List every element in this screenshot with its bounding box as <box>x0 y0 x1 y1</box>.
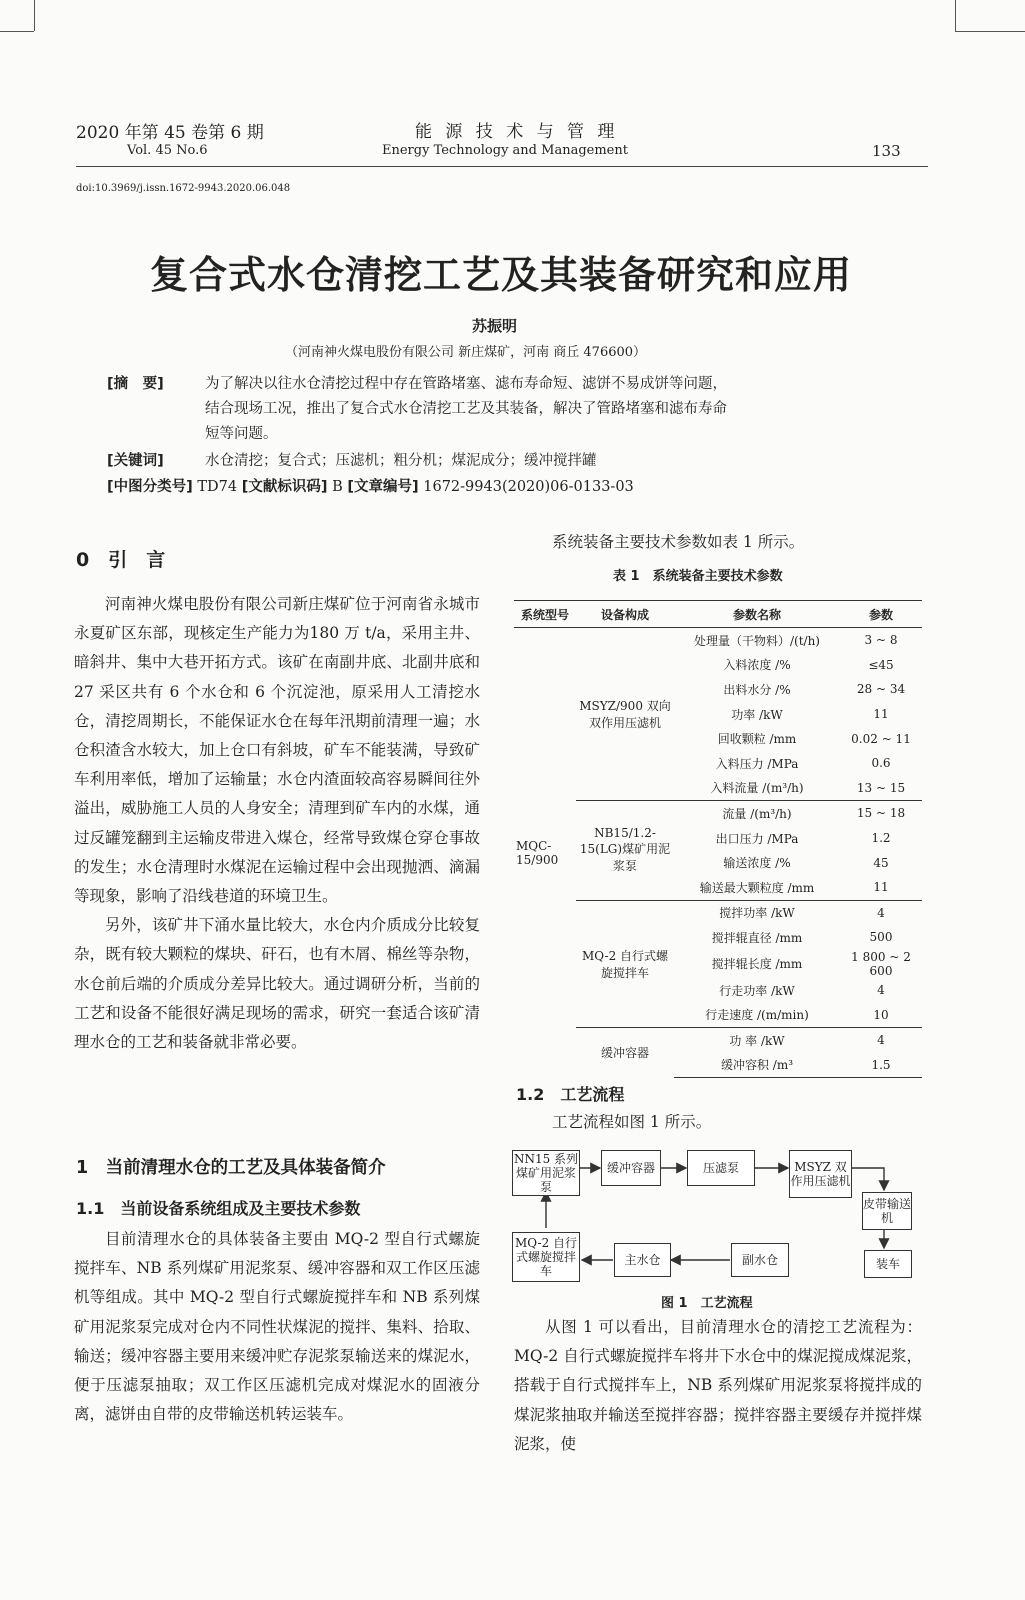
param-name: 流量 /(m³/h) <box>674 801 840 826</box>
device-cell: NB15/1.2-15(LG)煤矿用泥浆泵 <box>576 801 674 900</box>
classification <box>107 475 634 500</box>
param-name: 搅拌功率 /kW <box>674 900 840 925</box>
paragraph: 目前清理水仓的具体装备主要由 MQ-2 型自行式螺旋搅拌车、NB 系列煤矿用泥浆泵、缓冲容器和双工作区压滤机等组成。其中 MQ-2 型自行式螺旋搅拌车和 NB 系列煤矿用泥浆泵完成对仓内不同性状煤泥的搅拌、集料、拾取、输送；缓冲容器主要用来缓冲贮存泥浆泵输送来的煤泥水，便于压滤泵抽取；双工作区压滤机完成对煤泥水的固液分离，滤饼由自带的皮带输送机转运装车。 <box>74 1230 480 1424</box>
table-header-row <box>514 601 922 628</box>
node-mud-pump: NN15 系列煤矿用泥浆泵 <box>513 1152 579 1194</box>
page-number: 133 <box>872 142 901 160</box>
figure-caption: 图 1 工艺流程 <box>661 1296 753 1311</box>
table-header: 设备构成 <box>576 601 674 628</box>
crop-mark <box>34 0 35 31</box>
volume-label: Vol. 45 No.6 <box>127 143 208 158</box>
param-name: 出料水分 /% <box>723 682 791 697</box>
paragraph: 河南神火煤电股份有限公司新庄煤矿位于河南省永城市永夏矿区东部，现核定生产能力为180 万 t/a，采用主井、暗斜井、集中大巷开拓方式。该矿在南副井底、北副井底和 27 采区共有 6 个水仓和 6 个沉淀池，原采用人工清挖水仓，清挖周期长，不能保证水仓在每年汛期前清理一遍；水仓积渣含水较大，加上仓口有斜坡，矿车不能装满，导致矿车利用率低，增加了运输量；水仓内渣面较高容易瞬间往外溢出，威胁施工人员的人身安全；清理到矿车内的水煤，通过反罐笼翻到主运输皮带进入煤仓，经常导致煤仓穿仓事故的发生；水仓清理时水煤泥在运输过程中会出现抛洒、滴漏等现象，影响了沿线巷道的环境卫生。 <box>74 595 480 906</box>
section-body <box>514 1313 922 1459</box>
crop-mark <box>955 0 956 31</box>
param-value: 4 <box>840 900 922 925</box>
section-heading: 0 引 言 <box>76 549 166 571</box>
journal-title-en: Energy Technology and Management <box>382 143 628 158</box>
param-name: 缓冲容积 /m³ <box>674 1053 840 1078</box>
paragraph: 从图 1 可以看出，目前清理水仓的清挖工艺流程为：MQ-2 自行式螺旋搅拌车将井下水仓中的煤泥搅成煤泥浆，搭载于自行式搅拌车上，NB 系列煤矿用泥浆泵将搅拌成的煤泥浆抽取并输送至搅拌容器；搅拌容器主要缓存并搅拌煤泥浆，使 <box>514 1318 922 1453</box>
param-name: 处理量（干物料）/(t/h) <box>693 633 820 648</box>
param-name: 入料浓度 /% <box>723 658 791 673</box>
param-value: 4 <box>877 983 885 998</box>
param-value: 28 ~ 34 <box>856 682 906 697</box>
param-name: 入料压力 /MPa <box>715 756 799 771</box>
node-aux-sump: 副水仓 <box>731 1243 789 1277</box>
crop-mark <box>955 31 1025 32</box>
system-model-cell: MQC-15/900 <box>516 838 559 867</box>
param-name: 搅拌辊直径 /mm <box>711 930 803 945</box>
abstract-line: 结合现场工况，推出了复合式水仓清挖工艺及其装备，解决了管路堵塞和滤布寿命 <box>205 401 727 417</box>
subsection-heading: 1.2 工艺流程 <box>516 1085 625 1104</box>
device-cell: MQ-2 自行式螺旋搅拌车 <box>576 900 674 1027</box>
table-row <box>514 900 922 925</box>
flow-intro: 工艺流程如图 1 所示。 <box>552 1113 712 1131</box>
doc-code: B <box>332 479 343 495</box>
section-body <box>74 590 480 1057</box>
param-value: 4 <box>840 1027 922 1052</box>
table-row <box>514 801 922 826</box>
device-cell: 缓冲容器 <box>576 1027 674 1077</box>
keywords: 水仓清挖；复合式；压滤机；粗分机；煤泥成分；缓冲搅拌罐 <box>205 453 597 469</box>
param-name: 行走速度 /(m/min) <box>705 1008 809 1023</box>
param-value: 45 <box>873 855 889 870</box>
article-no: 1672-9943(2020)06-0133-03 <box>423 479 634 495</box>
param-value: 1 800 ~ 2 600 <box>851 949 911 978</box>
param-value: 1.2 <box>871 831 891 846</box>
param-name: 功 率 /kW <box>674 1027 840 1052</box>
author: 苏振明 <box>472 317 518 335</box>
abstract-line: 短等问题。 <box>205 426 278 442</box>
param-value: 11 <box>873 880 889 895</box>
paragraph: 另外，该矿井下涌水量比较大，水仓内介质成分比较复杂，既有较大颗粒的煤块、矸石，也有木屑、棉丝等杂物，水仓前后端的介质成分差异比较大。通过调研分析，当前的工艺和设备不能很好满足现场的需求，研究一套适合该矿清理水仓的工艺和装备就非常必要。 <box>74 916 480 1052</box>
param-name: 搅拌辊长度 /mm <box>711 957 803 972</box>
section-body <box>74 1225 480 1429</box>
node-stirrer: MQ-2 自行式螺旋搅拌车 <box>512 1232 580 1282</box>
subsection-heading: 1.1 当前设备系统组成及主要技术参数 <box>76 1199 361 1218</box>
affiliation: （河南神火煤电股份有限公司 新庄煤矿，河南 商丘 476600） <box>285 345 647 360</box>
article-no-label: [文章编号] <box>347 479 419 495</box>
table-intro: 系统装备主要技术参数如表 1 所示。 <box>552 533 805 551</box>
article-title: 复合式水仓清挖工艺及其装备研究和应用 <box>150 253 853 297</box>
device-cell: MSYZ/900 双向双作用压滤机 <box>579 699 671 731</box>
param-value: 10 <box>873 1007 889 1022</box>
param-value: 500 <box>869 930 893 945</box>
param-name: 入料流量 /(m³/h) <box>710 781 804 796</box>
header-rule <box>76 166 928 167</box>
param-name: 输送浓度 /% <box>723 856 791 871</box>
clc-code: TD74 <box>197 479 238 495</box>
abstract-label: [摘 要] <box>107 376 164 392</box>
table-header: 系统型号 <box>514 601 576 628</box>
table-row <box>514 1027 922 1052</box>
keywords-label: [关键词] <box>107 453 164 469</box>
spec-table <box>514 600 922 1078</box>
section-heading: 1 当前清理水仓的工艺及具体装备简介 <box>76 1158 386 1178</box>
param-value: 3 ~ 8 <box>864 633 898 648</box>
arrow <box>852 1168 884 1190</box>
node-loading: 装车 <box>864 1250 912 1278</box>
param-value: 11 <box>873 707 889 722</box>
node-filter-press: MSYZ 双作用压滤机 <box>789 1150 852 1198</box>
param-value: 15 ~ 18 <box>840 801 922 826</box>
table-header: 参数 <box>840 601 922 628</box>
param-value: 13 ~ 15 <box>856 780 906 795</box>
param-value: ≤45 <box>868 657 894 672</box>
journal-title: 能 源 技 术 与 管 理 <box>415 122 619 142</box>
abstract-line: 为了解决以往水仓清挖过程中存在管路堵塞、滤布寿命短、滤饼不易成饼等问题， <box>205 376 727 392</box>
doi: doi:10.3969/j.issn.1672-9943.2020.06.048 <box>76 183 291 194</box>
node-buffer: 缓冲容器 <box>601 1150 661 1186</box>
table-header: 参数名称 <box>674 601 840 628</box>
node-belt-conveyor: 皮带输送机 <box>862 1192 912 1230</box>
param-name: 出口压力 /MPa <box>715 831 799 846</box>
param-name: 回收颗粒 /mm <box>717 732 797 747</box>
process-flowchart <box>508 1140 924 1290</box>
table-caption: 表 1 系统装备主要技术参数 <box>613 569 783 584</box>
crop-mark <box>0 31 34 32</box>
param-value: 0.02 ~ 11 <box>851 731 911 746</box>
node-filter-pump: 压滤泵 <box>687 1150 755 1186</box>
clc-label: [中图分类号] <box>107 479 193 495</box>
param-name: 功率 /kW <box>731 707 783 722</box>
param-name: 行走功率 /kW <box>719 983 795 998</box>
param-value: 1.5 <box>840 1053 922 1078</box>
param-name: 输送最大颗粒度 /mm <box>699 880 815 895</box>
table-row <box>514 628 922 653</box>
param-value: 0.6 <box>871 756 891 771</box>
node-main-sump: 主水仓 <box>614 1243 671 1277</box>
doc-label: [文献标识码] <box>241 479 328 495</box>
issue-label: 2020 年第 45 卷第 6 期 <box>76 123 264 143</box>
